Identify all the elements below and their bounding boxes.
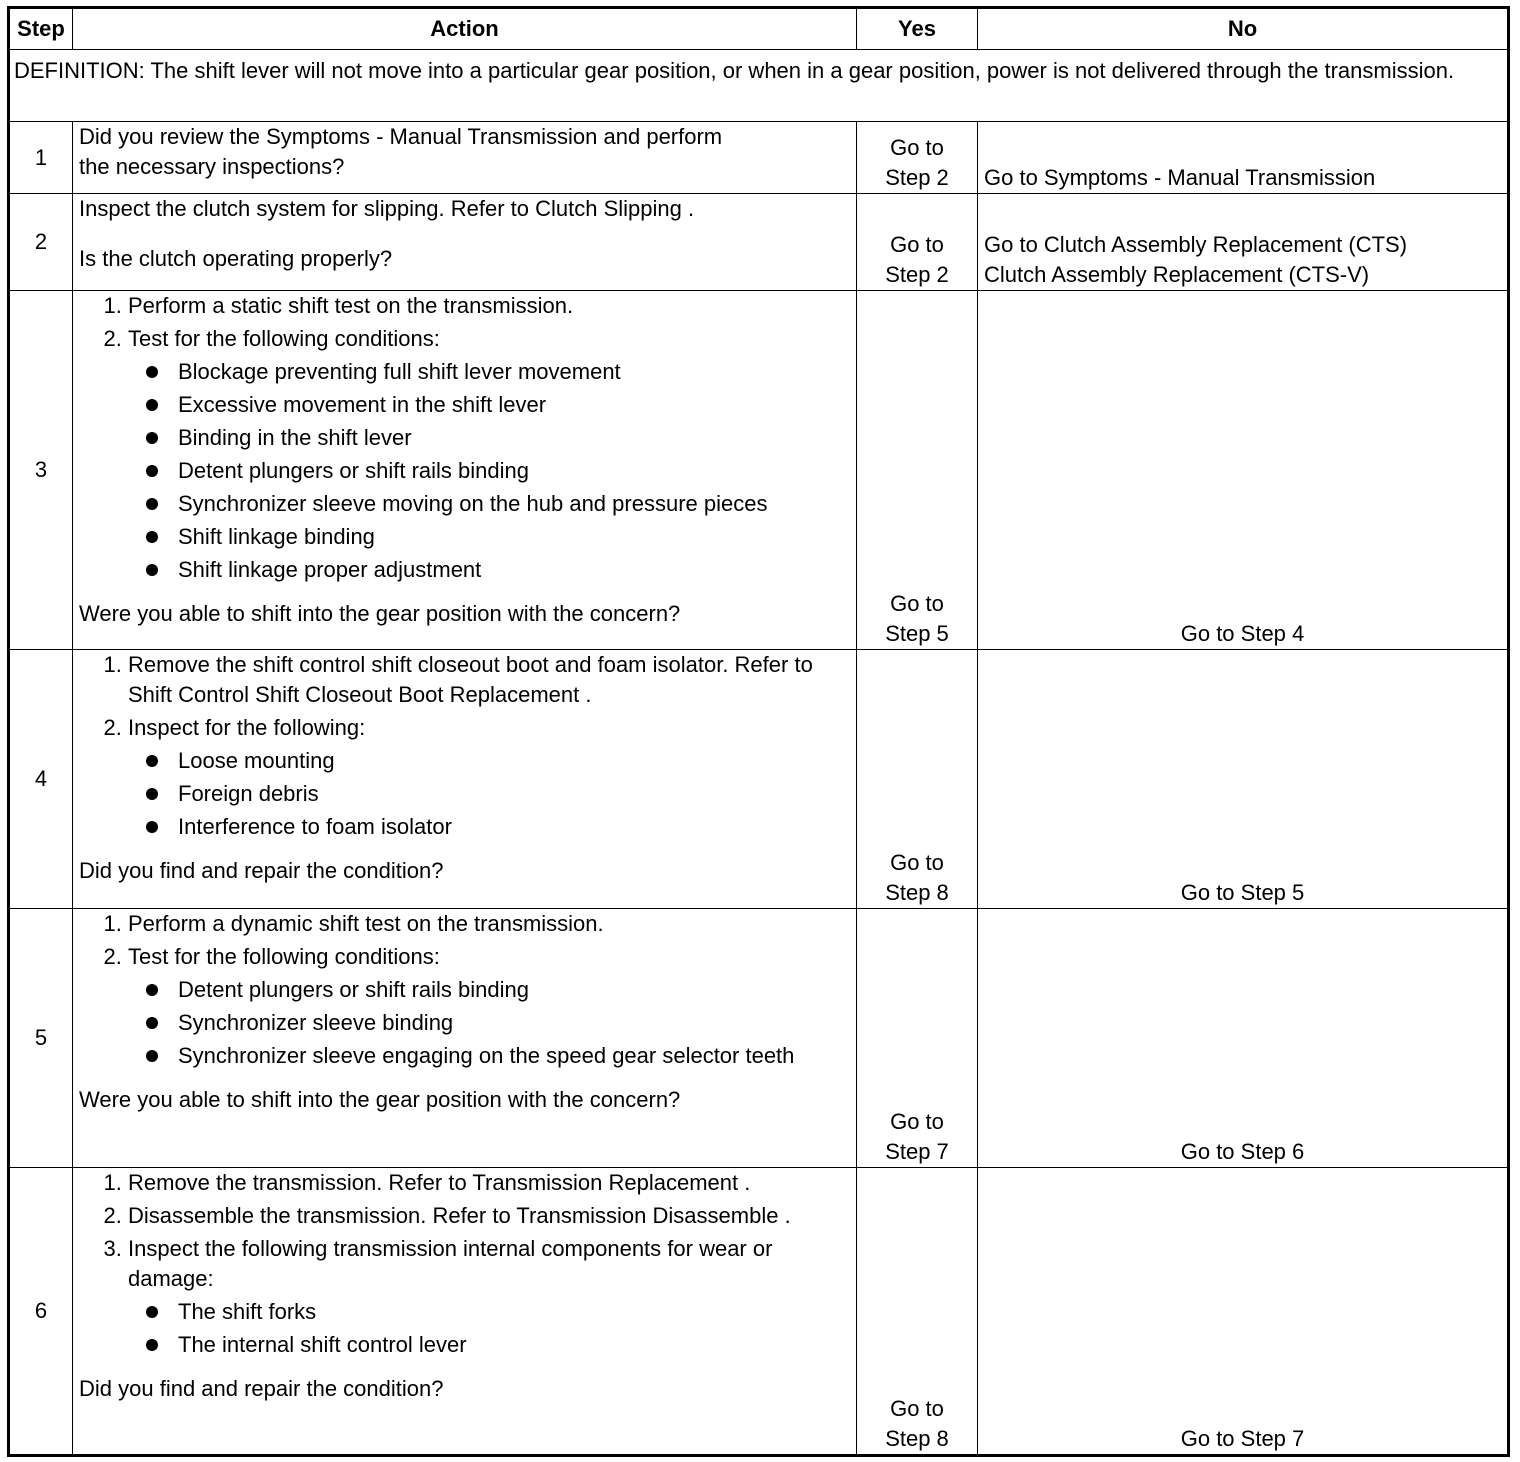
procedure-list xyxy=(79,909,850,1071)
no-link-text[interactable]: Go to Symptoms - Manual Transmission xyxy=(984,165,1376,190)
action-cell xyxy=(73,909,857,1168)
yes-link-text[interactable]: Step 8 xyxy=(885,1426,949,1451)
header-no: No xyxy=(978,8,1509,50)
yes-link-text[interactable]: Step 5 xyxy=(885,621,949,646)
procedure-item: 1. Remove the transmission. Refer to Transmission Replacement . xyxy=(128,1168,850,1198)
no-link-text[interactable]: Go to Step 7 xyxy=(1180,1426,1305,1451)
procedure-list xyxy=(79,1168,850,1360)
yes-link-text[interactable]: Go to xyxy=(890,1109,944,1134)
bullet-item: Foreign debris xyxy=(178,779,850,809)
diagnostic-table xyxy=(7,6,1510,1457)
no-link-text[interactable]: Go to Clutch Assembly Replacement (CTS) xyxy=(984,232,1408,257)
bullet-list xyxy=(128,746,850,842)
procedure-item xyxy=(128,942,850,1071)
definition-text: DEFINITION: The shift lever will not move into a particular gear position, or when in a gear position, power is not delivered through the transmission. xyxy=(9,50,1509,122)
yes-cell xyxy=(857,291,978,650)
bullet-item: Binding in the shift lever xyxy=(178,423,850,453)
yes-link-text[interactable]: Go to xyxy=(890,135,944,160)
bullet-item: Excessive movement in the shift lever xyxy=(178,390,850,420)
intro-text: Inspect the clutch system for slipping. Refer to Clutch Slipping . xyxy=(79,196,695,221)
step-number: 1 xyxy=(9,122,73,194)
bullet-item: Detent plungers or shift rails binding xyxy=(178,456,850,486)
procedure-item-text: Test for the following conditions: xyxy=(128,944,440,969)
bullet-item: Synchronizer sleeve binding xyxy=(178,1008,850,1038)
no-cell xyxy=(978,194,1509,291)
table-row-step-2 xyxy=(9,194,1509,291)
bullet-item: The internal shift control lever xyxy=(178,1330,850,1360)
yes-cell xyxy=(857,122,978,194)
yes-cell xyxy=(857,1168,978,1456)
yes-link-text[interactable]: Step 8 xyxy=(885,880,949,905)
procedure-item-text: Test for the following conditions: xyxy=(128,326,440,351)
action-cell xyxy=(73,650,857,909)
no-link-text[interactable]: Go to Step 6 xyxy=(1180,1139,1305,1164)
procedure-list xyxy=(79,291,850,585)
table-row-step-1 xyxy=(9,122,1509,194)
procedure-item-text: Inspect for the following: xyxy=(128,715,366,740)
procedure-item-text: Inspect the following transmission internal components for wear or damage: xyxy=(128,1236,773,1291)
bullet-item: Shift linkage proper adjustment xyxy=(178,555,850,585)
yes-cell xyxy=(857,194,978,291)
bullet-item: Synchronizer sleeve engaging on the speed gear selector teeth xyxy=(178,1041,850,1071)
action-cell xyxy=(73,122,857,194)
bullet-item: Detent plungers or shift rails binding xyxy=(178,975,850,1005)
step-number: 4 xyxy=(9,650,73,909)
question-text: Did you find and repair the condition? xyxy=(79,1376,444,1401)
yes-cell xyxy=(857,650,978,909)
yes-cell xyxy=(857,909,978,1168)
yes-link-text[interactable]: Step 2 xyxy=(885,262,949,287)
action-cell xyxy=(73,291,857,650)
procedure-item: 1. Perform a dynamic shift test on the transmission. xyxy=(128,909,850,939)
yes-link-text[interactable]: Go to xyxy=(890,591,944,616)
no-link-text[interactable]: Go to Step 4 xyxy=(1180,621,1305,646)
header-action: Action xyxy=(73,8,857,50)
header-row xyxy=(9,8,1509,50)
step-number: 3 xyxy=(9,291,73,650)
step-number: 2 xyxy=(9,194,73,291)
header-yes: Yes xyxy=(857,8,978,50)
procedure-item: 1. Perform a static shift test on the transmission. xyxy=(128,291,850,321)
yes-link-text[interactable]: Step 2 xyxy=(885,165,949,190)
bullet-item: Shift linkage binding xyxy=(178,522,850,552)
bullet-item: Synchronizer sleeve moving on the hub and pressure pieces xyxy=(178,489,850,519)
no-cell xyxy=(978,1168,1509,1456)
no-cell xyxy=(978,909,1509,1168)
question-text: Were you able to shift into the gear position with the concern? xyxy=(79,1087,681,1112)
no-cell xyxy=(978,122,1509,194)
step-number: 5 xyxy=(9,909,73,1168)
no-link-text[interactable]: Clutch Assembly Replacement (CTS-V) xyxy=(984,262,1370,287)
question-text: Did you review the Symptoms - Manual Transmission and perform xyxy=(79,124,723,149)
question-text: Did you find and repair the condition? xyxy=(79,858,444,883)
procedure-item xyxy=(128,324,850,585)
bullet-list xyxy=(128,357,850,585)
table-row-step-3 xyxy=(9,291,1509,650)
no-cell xyxy=(978,650,1509,909)
question-text: the necessary inspections? xyxy=(79,154,345,179)
table-row-step-4 xyxy=(9,650,1509,909)
action-cell xyxy=(73,194,857,291)
header-step: Step xyxy=(9,8,73,50)
yes-link-text[interactable]: Go to xyxy=(890,1396,944,1421)
definition-row xyxy=(9,50,1509,122)
bullet-item: Interference to foam isolator xyxy=(178,812,850,842)
procedure-item: 2. Disassemble the transmission. Refer to Transmission Disassemble . xyxy=(128,1201,850,1231)
table-row-step-5 xyxy=(9,909,1509,1168)
step-number: 6 xyxy=(9,1168,73,1456)
bullet-list xyxy=(128,1297,850,1360)
bullet-item: Loose mounting xyxy=(178,746,850,776)
procedure-item xyxy=(128,1234,850,1360)
bullet-item: Blockage preventing full shift lever movement xyxy=(178,357,850,387)
yes-link-text[interactable]: Go to xyxy=(890,850,944,875)
no-link-text[interactable]: Go to Step 5 xyxy=(1180,880,1305,905)
no-cell xyxy=(978,291,1509,650)
action-cell xyxy=(73,1168,857,1456)
yes-link-text[interactable]: Step 7 xyxy=(885,1139,949,1164)
procedure-list xyxy=(79,650,850,842)
procedure-item xyxy=(128,713,850,842)
procedure-item: 1. Remove the shift control shift closeout boot and foam isolator. Refer to Shift Control Shift Closeout Boot Replacement . xyxy=(128,650,850,710)
table-row-step-6 xyxy=(9,1168,1509,1456)
bullet-item: The shift forks xyxy=(178,1297,850,1327)
question-text: Is the clutch operating properly? xyxy=(79,246,393,271)
yes-link-text[interactable]: Go to xyxy=(890,232,944,257)
question-text: Were you able to shift into the gear position with the concern? xyxy=(79,601,681,626)
bullet-list xyxy=(128,975,850,1071)
